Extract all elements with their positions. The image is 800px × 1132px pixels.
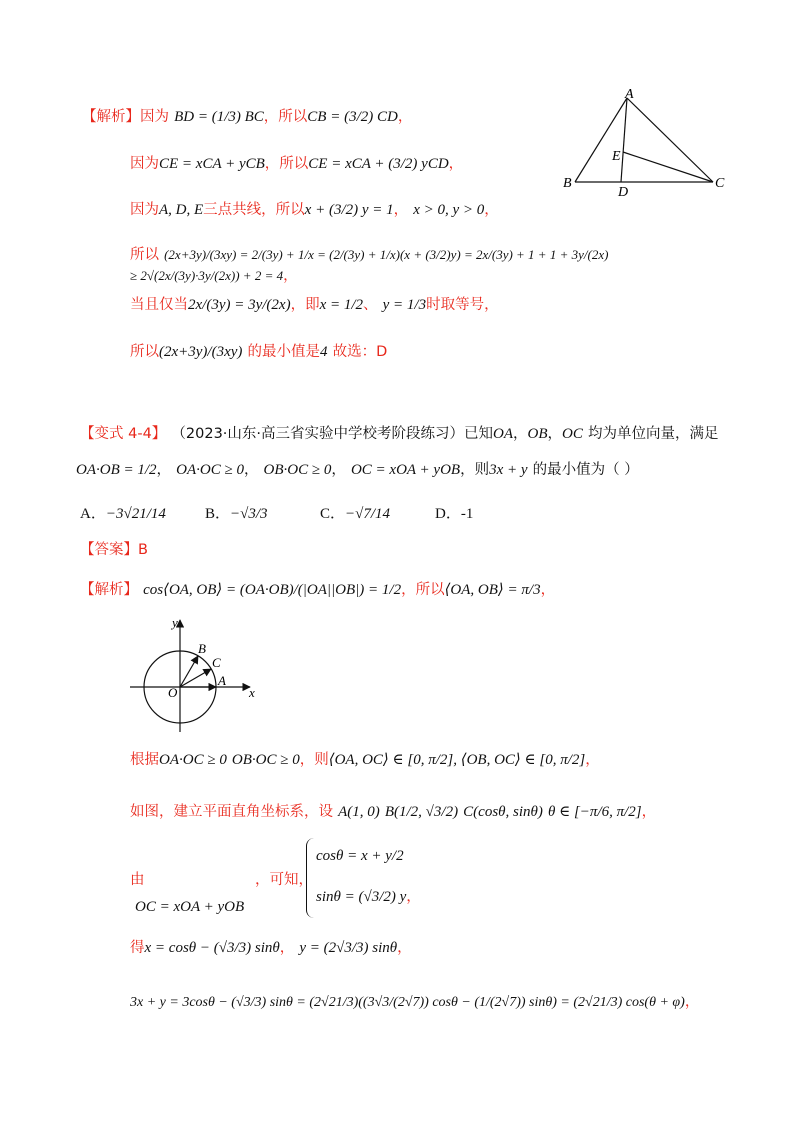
answer-value: B <box>138 542 148 558</box>
solution1-line3: 因为A, D, E三点共线，所以x + (3/2) y = 1， x > 0, y > 0， <box>130 202 499 218</box>
label-D: D <box>618 185 629 196</box>
formula: θ ∈ [−π/6, π/2] <box>548 804 642 820</box>
solution2-line4: 由 <box>130 872 145 888</box>
answer-line <box>80 538 148 559</box>
system-eq1 <box>316 845 404 865</box>
option-c: C．−√7/14 <box>320 506 391 522</box>
problem-line2: OA·OB = 1/2， OA·OC ≥ 0， OB·OC ≥ 0， OC = xOA + yOB，则3x + y 的最小值为（ ） <box>76 462 639 478</box>
label-C: C <box>715 176 725 191</box>
formula: CE = xCA + (3/2) yCD <box>308 156 449 172</box>
triangle-figure <box>555 86 735 196</box>
formula: y = (2√3/3) sinθ <box>299 940 398 956</box>
label-C: C <box>212 655 221 670</box>
formula: 3x + y = 3cosθ − (√3/3) sinθ = (2√21/3)((3√3/(2√7)) cosθ − (1/(2√7)) sinθ) = (2√21/3) cos(θ + φ) <box>130 995 685 1010</box>
solution2-line4-vec <box>135 896 244 916</box>
problem-line1: 【变式 4-4】 （2023·山东·高三省实验中学校考阶段练习）已知OA，OB，OC 均为单位向量，满足 <box>80 426 719 442</box>
system-brace <box>306 838 315 918</box>
formula: cos⟨OA, OB⟩ = (OA·OB)/(|OA||OB|) = 1/2 <box>143 582 402 598</box>
label-B: B <box>198 641 206 656</box>
formula: B(1/2, √3/2) <box>384 804 459 820</box>
solution2-line2: 根据OA·OC ≥ 0 OB·OC ≥ 0，则⟨OA, OC⟩ ∈ [0, π/2], ⟨OB, OC⟩ ∈ [0, π/2]， <box>130 752 600 768</box>
formula: OA·OC ≥ 0 <box>159 752 227 768</box>
solution2-line1: 【解析】 cos⟨OA, OB⟩ = (OA·OB)/(|OA||OB|) = 1/2，所以⟨OA, OB⟩ = π/3， <box>80 582 556 598</box>
problem-tag: 【变式 4-4】 <box>80 426 167 442</box>
label-y: y <box>172 615 178 630</box>
solution1-line1: 【解析】因为 BD = (1/3) BC，所以CB = (3/2) CD， <box>82 109 413 125</box>
solution1-line2: 因为CE = xCA + yCB，所以CE = xCA + (3/2) yCD， <box>130 156 464 172</box>
formula: 2x/(3y) = 3y/(2x) <box>188 297 291 313</box>
formula: x > 0, y > 0 <box>413 202 485 218</box>
formula: cosθ = x + y/2 <box>316 848 404 864</box>
formula: ⟨OA, OB⟩ = π/3 <box>444 582 541 598</box>
solution1-line6: 所以(2x+3y)/(3xy) 的最小值是4 故选：D <box>130 344 388 360</box>
solution1-line5: 当且仅当2x/(3y) = 3y/(2x)，即x = 1/2、 y = 1/3时取等号， <box>130 297 499 313</box>
unit-circle-figure <box>125 615 270 735</box>
label-A: A <box>625 87 634 102</box>
option-d: D．-1 <box>435 506 474 522</box>
solution1-line4: 所以 (2x+3y)/(3xy) = 2/(3y) + 1/x = (2/(3y) + 1/x)(x + (3/2)y) = 2x/(3y) + 1 + 1 + 3y/(2x) ≥ 2√(2x/(3y)·3y/(2x)) + 2 = 4， <box>130 247 609 284</box>
formula: A(1, 0) <box>338 804 380 820</box>
formula: ⟨OA, OC⟩ ∈ [0, π/2], ⟨OB, OC⟩ ∈ [0, π/2] <box>328 752 586 768</box>
formula: x = 1/2 <box>319 297 364 313</box>
formula: sinθ = (√3/2) y <box>316 889 407 905</box>
formula: A, D, E <box>159 202 204 218</box>
label-A: A <box>218 673 226 688</box>
option-b: B．−√3/3 <box>205 506 268 522</box>
formula: CB = (3/2) CD <box>307 109 398 125</box>
formula: C(cosθ, sinθ) <box>463 804 543 820</box>
formula: 4 <box>320 344 328 360</box>
solution2-line4-text: ，可知， <box>255 872 313 888</box>
label-E: E <box>612 149 621 164</box>
option-a: A．−3√21/14 <box>80 506 166 522</box>
solution-label: 【解析】 <box>82 109 140 125</box>
label-O: O <box>168 685 178 700</box>
formula: OC = xOA + yOB <box>135 899 245 915</box>
formula: BD = (1/3) BC <box>174 109 264 125</box>
solution-label: 【解析】 <box>80 582 138 598</box>
answer-label: 【答案】 <box>80 542 138 558</box>
formula: y = 1/3 <box>382 297 427 313</box>
formula: x + (3/2) y = 1 <box>304 202 394 218</box>
solution2-line6: 3x + y = 3cosθ − (√3/3) sinθ = (2√21/3)((3√3/(2√7)) cosθ − (1/(2√7)) sinθ) = (2√21/3) cos(θ + φ)， <box>130 994 700 1010</box>
system-eq2: sinθ = (√3/2) y， <box>316 889 421 905</box>
formula: (2x+3y)/(3xy) = 2/(3y) + 1/x = (2/(3y) + 1/x)(x + (3/2)y) = 2x/(3y) + 1 + 1 + 3y/(2x) ≥ 2√(2x/(3y)·3y/(2x)) + 2 = 4 <box>130 247 609 283</box>
formula: CE = xCA + yCB <box>159 156 265 172</box>
formula: OB·OC ≥ 0 <box>231 752 300 768</box>
formula: x = cosθ − (√3/3) sinθ <box>144 940 280 956</box>
formula: (2x+3y)/(3xy) <box>159 344 243 360</box>
label-x: x <box>249 685 255 700</box>
solution2-line3: 如图，建立平面直角坐标系，设 A(1, 0) B(1/2, √3/2) C(cosθ, sinθ) θ ∈ [−π/6, π/2]， <box>130 804 657 820</box>
solution2-line5: 得x = cosθ − (√3/3) sinθ， y = (2√3/3) sinθ， <box>130 940 412 956</box>
label-B: B <box>563 176 572 191</box>
